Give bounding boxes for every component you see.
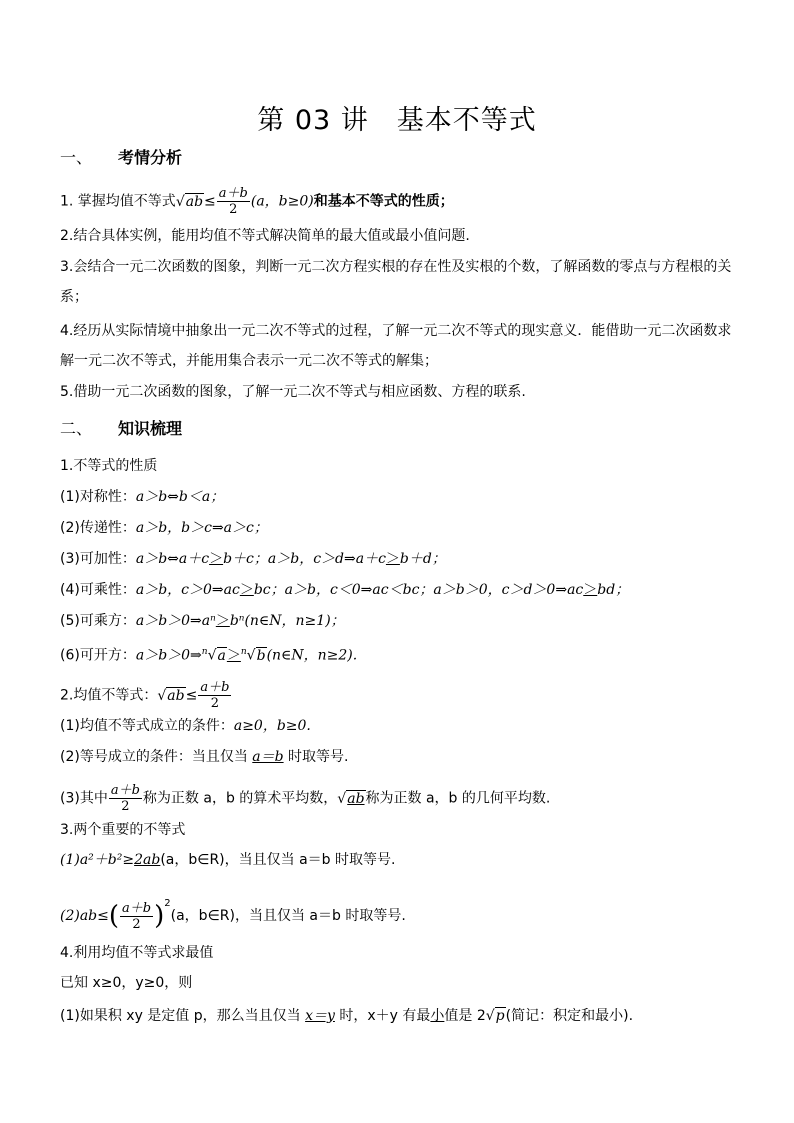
label: (3)可加性： <box>60 551 136 567</box>
label: (1)均值不等式成立的条件： <box>60 718 234 734</box>
section-heading-knowledge <box>60 419 182 439</box>
knowledge-1-heading: 1.不等式的性质 <box>60 458 158 474</box>
underlined-answer: ＞ <box>226 647 241 664</box>
denominator: 2 <box>121 799 130 814</box>
mean-condition <box>60 716 311 736</box>
right-paren: ) <box>154 901 165 931</box>
analysis-item-1 <box>60 186 454 217</box>
underlined-answer: ＞ <box>209 551 224 567</box>
exponent: 2 <box>164 898 171 909</box>
underlined-answer: x＝y <box>305 1008 335 1024</box>
label: (4)可乘性： <box>60 582 136 598</box>
knowledge-2-heading <box>60 680 232 711</box>
label: (6)可开方： <box>60 647 136 664</box>
sqrt-expression: √ab <box>337 790 365 807</box>
fraction <box>217 186 250 217</box>
expression: (1)a²＋b²≥ <box>60 852 135 868</box>
fraction <box>109 783 142 814</box>
page-title: 第 03 讲 基本不等式 <box>257 105 537 136</box>
fraction <box>198 680 231 711</box>
knowledge-3-heading: 3.两个重要的不等式 <box>60 822 186 838</box>
analysis-item-2: 2.结合具体实例，能用均值不等式解决简单的最大值或最小值问题. <box>60 228 470 244</box>
underlined-answer: ＞ <box>583 582 598 598</box>
radicand: ab <box>347 790 365 807</box>
numerator: a＋b <box>110 783 140 798</box>
radicand: p <box>495 1008 505 1024</box>
analysis-item-3: 3.会结合一元二次函数的图象，判断一元二次方程实根的存在性及实根的个数，了解函数的零点与方程根的关系； <box>60 259 732 305</box>
sqrt-expression: √ab <box>157 687 185 704</box>
max-min-rule-1 <box>60 1006 633 1026</box>
section-number: 一、 <box>60 148 93 167</box>
text: 值是 2 <box>444 1008 486 1024</box>
section-number: 二、 <box>60 419 93 438</box>
inequality-2 <box>60 894 406 932</box>
inequality-1 <box>60 850 395 870</box>
expression: a＞b⇔a＋c <box>135 551 210 567</box>
sqrt-expression: √ab <box>175 193 204 210</box>
property-root <box>60 642 357 666</box>
left-paren: ( <box>108 901 120 931</box>
expression: (n∈N，n≥2). <box>266 647 358 664</box>
text: 称为正数 a，b 的几何平均数. <box>365 790 551 807</box>
knowledge-4-heading: 4.利用均值不等式求最值 <box>60 945 214 961</box>
radicand: b <box>256 647 266 664</box>
mean-definitions <box>60 783 550 814</box>
property-transitivity <box>60 518 268 538</box>
expression: a＞b⇔b＜a； <box>135 489 225 505</box>
le-symbol: ≤ <box>185 687 198 704</box>
label: (2)等号成立的条件：当且仅当 <box>60 749 253 765</box>
expression: a＞b＞0⇒aⁿ <box>135 613 216 629</box>
analysis-item-5: 5.借助一元二次函数的图象，了解一元二次不等式与相应函数、方程的联系. <box>60 384 526 400</box>
le-symbol: ≤ <box>204 193 216 210</box>
property-addition <box>60 549 446 569</box>
underlined-answer: a＝b <box>252 749 284 765</box>
denominator: 2 <box>210 696 219 711</box>
expression: bⁿ(n∈N，n≥1)； <box>229 613 345 629</box>
expression: (2)ab≤ <box>60 908 109 924</box>
section-heading-analysis <box>60 148 182 168</box>
expression: bd； <box>597 582 630 598</box>
analysis-item-4: 4.经历从实际情境中抽象出一元二次不等式的过程，了解一元二次不等式的现实意义．能借助一元二次函数求解一元二次不等式，并能用集合表示一元二次不等式的解集； <box>60 323 732 369</box>
denominator: 2 <box>132 916 141 932</box>
underlined-answer: ＞ <box>239 582 254 598</box>
section-title: 考情分析 <box>118 148 183 167</box>
numerator: a＋b <box>200 680 230 695</box>
label: (5)可乘方： <box>60 613 136 629</box>
expression: a≥0，b≥0. <box>233 718 311 734</box>
label: (2)传递性： <box>60 520 136 536</box>
expression: a＞b，c＞0⇒ac <box>135 582 240 598</box>
text: 和基本不等式的性质； <box>313 193 454 210</box>
property-power <box>60 611 345 631</box>
sqrt-expression: √p <box>485 1008 505 1024</box>
text: 时取等号. <box>283 749 349 765</box>
text: (a，b∈R)，当且仅当 a＝b 时取等号. <box>160 852 396 868</box>
sqrt-expression: $^n$√b <box>240 647 266 664</box>
expression: b＋d； <box>399 551 446 567</box>
text: (a，b∈R)，当且仅当 a＝b 时取等号. <box>170 908 406 924</box>
expression: bc；a＞b，c＜0⇒ac＜bc；a＞b＞0，c＞d＞0⇒ac <box>253 582 584 598</box>
property-symmetry <box>60 487 224 507</box>
expression: a＞b，b＞c⇒a＞c； <box>135 520 268 536</box>
radicand: ab <box>185 193 204 210</box>
fraction <box>120 901 153 932</box>
text: (3)其中 <box>60 790 108 807</box>
numerator: a＋b <box>218 186 248 201</box>
radicand: a <box>217 647 226 664</box>
given-condition: 已知 x≥0，y≥0，则 <box>60 975 193 991</box>
numerator: a＋b <box>122 900 152 916</box>
text: (简记：积定和最小). <box>505 1008 634 1024</box>
denominator: 2 <box>229 202 238 217</box>
condition: (a，b≥0) <box>250 193 314 210</box>
underlined-answer: ＞ <box>215 613 230 629</box>
underlined-answer: 2ab <box>134 852 161 868</box>
heading-text: 2.均值不等式： <box>60 687 158 704</box>
text: (1)如果积 xy 是定值 p，那么当且仅当 <box>60 1008 306 1024</box>
text: 时，x＋y 有最 <box>334 1008 431 1024</box>
underlined-answer: ＞ <box>385 551 400 567</box>
expression: b＋c；a＞b，c＞d⇒a＋c <box>223 551 386 567</box>
sqrt-expression: $^n$√a <box>201 647 226 664</box>
equality-condition <box>60 747 349 767</box>
section-title: 知识梳理 <box>118 419 183 438</box>
radicand: ab <box>167 687 185 704</box>
text: 称为正数 a，b 的算术平均数， <box>142 790 338 807</box>
text: 1. 掌握均值不等式 <box>60 193 176 210</box>
expression: a＞b＞0⇒ <box>135 647 202 664</box>
underlined-answer: 小 <box>430 1008 445 1024</box>
property-multiplication <box>60 580 629 600</box>
label: (1)对称性： <box>60 489 136 505</box>
